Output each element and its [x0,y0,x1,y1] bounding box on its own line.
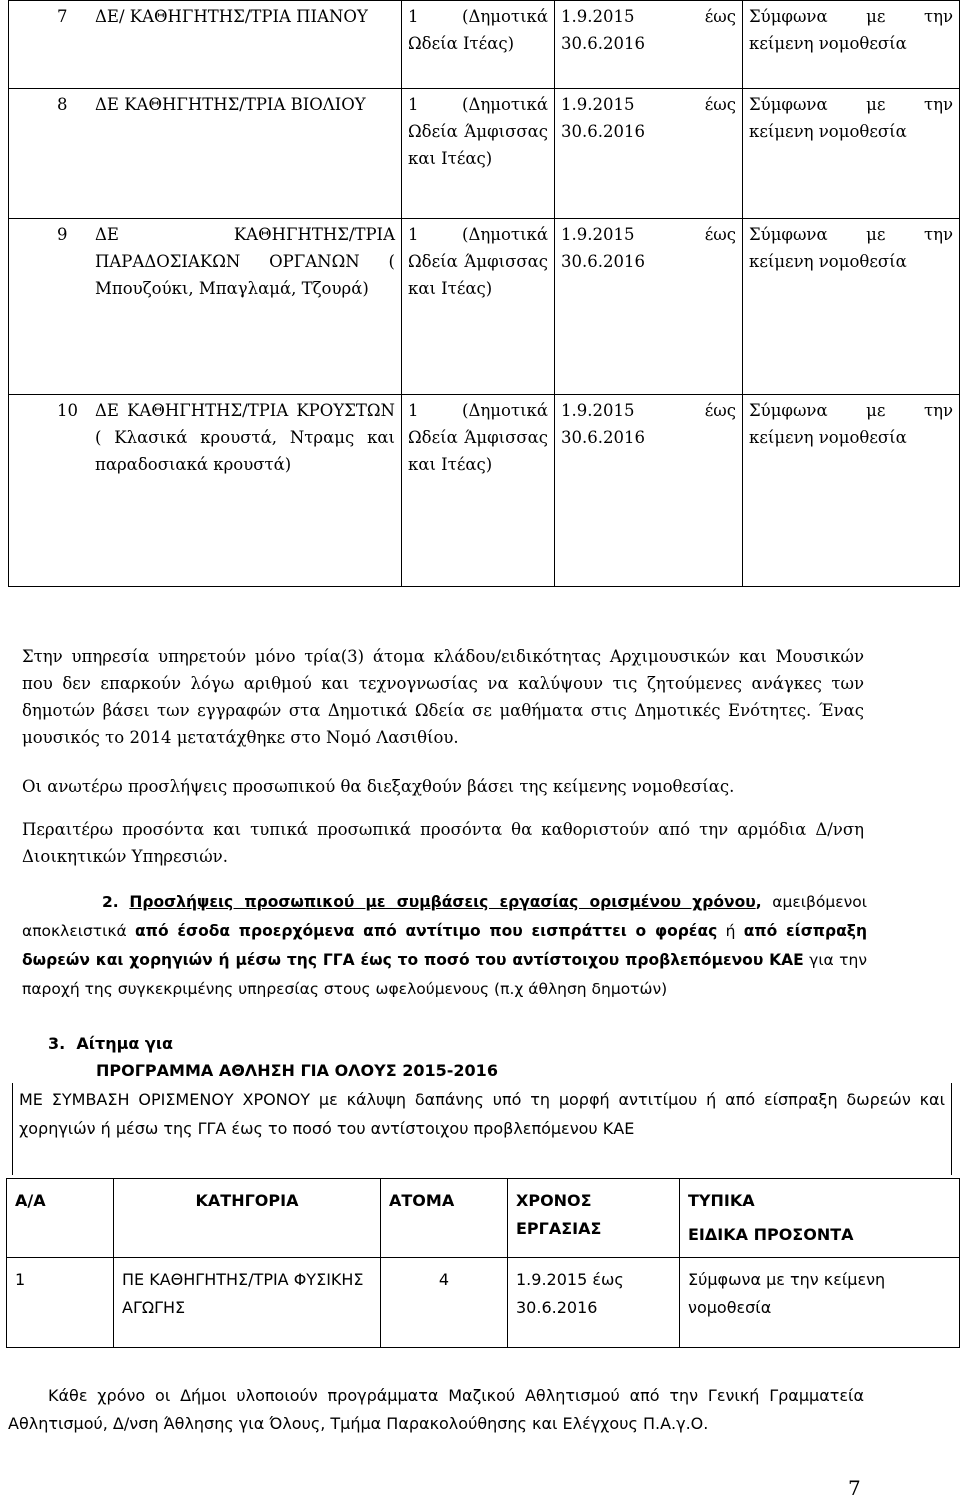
position-title: ΔΕ ΚΑΘΗΓΗΤΗΣ/ΤΡΙΑ ΠΑΡΑΔΟΣΙΑΚΩΝ ΟΡΓΑΝΩΝ ( Μπουζούκι, Μπαγλαμά, Τζουρά) [89,219,402,395]
position-count: 1 (Δημοτικά Ωδεία Ιτέας) [402,1,555,89]
table-row [9,219,960,395]
section-3-label: 3. Αίτημα για [48,1034,174,1053]
program-description: ΜΕ ΣΥΜΒΑΣΗ ΟΡΙΣΜΕΝΟΥ ΧΡΟΝΟΥ με κάλυψη δαπάνης υπό τη μορφή αντιτίμου ή από είσπραξη δωρεών και χορηγιών ή μέσω της ΓΓΑ έως το ποσό του αντίστοιχου προβλεπόμενου ΚΑΕ [19,1090,945,1138]
paragraph-qualifications: Περαιτέρω προσόντα και τυπικά προσωπικά προσόντα θα καθοριστούν από την αρμόδια Δ/νση Διοικητικών Υπηρεσιών. [22,820,864,866]
position-count: 1 (Δημοτικά Ωδεία Άμφισσας και Ιτέας) [402,395,555,587]
contract-period: 1.9.2015 έως 30.6.2016 [555,395,743,587]
row-number: 7 [9,1,90,89]
table-row [9,1,960,89]
section-2-heading: Προσλήψεις προσωπικού με συμβάσεις εργασίας ορισμένου χρόνου [129,893,756,911]
program-title: ΠΡΟΓΡΑΜΜΑ ΑΘΛΗΣΗ ΓΙΑ ΟΛΟΥΣ 2015-2016 [96,1061,498,1080]
position-title: ΔΕ ΚΑΘΗΓΗΤΗΣ/ΤΡΙΑ ΚΡΟΥΣΤΩΝ ( Κλασικά κρουστά, Ντραμς και παραδοσιακά κρουστά) [89,395,402,587]
position-count: 1 (Δημοτικά Ωδεία Άμφισσας και Ιτέας) [402,219,555,395]
qualifications: Σύμφωνα με την κείμενη νομοθεσία [743,219,960,395]
position-title: ΔΕ ΚΑΘΗΓΗΤΗΣ/ΤΡΙΑ ΒΙΟΛΙΟΥ [89,89,402,219]
row-number: 9 [9,219,90,395]
positions-table [8,0,960,587]
position-title: ΔΕ/ ΚΑΘΗΓΗΤΗΣ/ΤΡΙΑ ΠΙΑΝΟΥ [89,1,402,89]
qualifications: Σύμφωνα με την κείμενη νομοθεσία [743,89,960,219]
row-number: 10 [9,395,90,587]
table-row [9,395,960,587]
qualifications: Σύμφωνα με την κείμενη νομοθεσία [743,1,960,89]
sports-table [6,1178,960,1348]
paragraph-hiring: Οι ανωτέρω προσλήψεις προσωπικού θα διεξαχθούν βάσει της κείμενης νομοθεσίας. [22,777,735,796]
program-box [12,1083,952,1175]
contract-period: 1.9.2015 έως 30.6.2016 [555,1,743,89]
closing-paragraph: Κάθε χρόνο οι Δήμοι υλοποιούν προγράμματα Μαζικού Αθλητισμού από την Γενική Γραμματεία Αθλητισμού, Δ/νση Άθλησης για Όλους, Τμήμα Παρακολούθησης και Ελέγχους Π.Α.γ.Ο. [8,1386,864,1433]
table-row [9,89,960,219]
qualifications: Σύμφωνα με την κείμενη νομοθεσία [743,395,960,587]
table-header-row: Α/Α ΚΑΤΗΓΟΡΙΑ ΑΤΟΜΑ ΧΡΟΝΟΣ ΕΡΓΑΣΙΑΣ ΤΥΠΙΚΑ ΕΙΔΙΚΑ ΠΡΟΣΟΝΤΑ [7,1179,960,1258]
contract-period: 1.9.2015 έως 30.6.2016 [555,219,743,395]
section-2: 2. Προσλήψεις προσωπικού με συμβάσεις εργασίας ορισμένου χρόνου, αμειβόμενοι αποκλειστικά από έσοδα προερχόμενα από αντίτιμο που εισπράττει ο φορέας ή από είσπραξη δωρεών και χορηγιών ή μέσω της ΓΓΑ έως το ποσό του αντίστοιχου προβλεπόμενου ΚΑΕ για την παροχή της συγκεκριμένης υπηρεσίας στους ωφελούμενους (π.χ άθληση δημοτών) [22,893,867,998]
page-number: 7 [848,1476,861,1500]
table-row: 1 ΠΕ ΚΑΘΗΓΗΤΗΣ/ΤΡΙΑ ΦΥΣΙΚΗΣ ΑΓΩΓΗΣ 4 1.9.2015 έως 30.6.2016 Σύμφωνα με την κείμενη νομοθεσία [7,1258,960,1348]
position-count: 1 (Δημοτικά Ωδεία Άμφισσας και Ιτέας) [402,89,555,219]
contract-period: 1.9.2015 έως 30.6.2016 [555,89,743,219]
paragraph-staff: Στην υπηρεσία υπηρετούν μόνο τρία(3) άτομα κλάδου/ειδικότητας Αρχιμουσικών και Μουσικών που δεν επαρκούν λόγω αριθμού και τεχνογνωσίας να καλύψουν τις ζητούμενες ανάγκες των δημοτών βάσει των εγγραφών στα Δημοτικά Ωδεία σε μαθήματα στις Δημοτικές Ενότητες. Ένας μουσικός το 2014 μετατάχθηκε στο Νομό Λασιθίου. [22,647,864,747]
row-number: 8 [9,89,90,219]
